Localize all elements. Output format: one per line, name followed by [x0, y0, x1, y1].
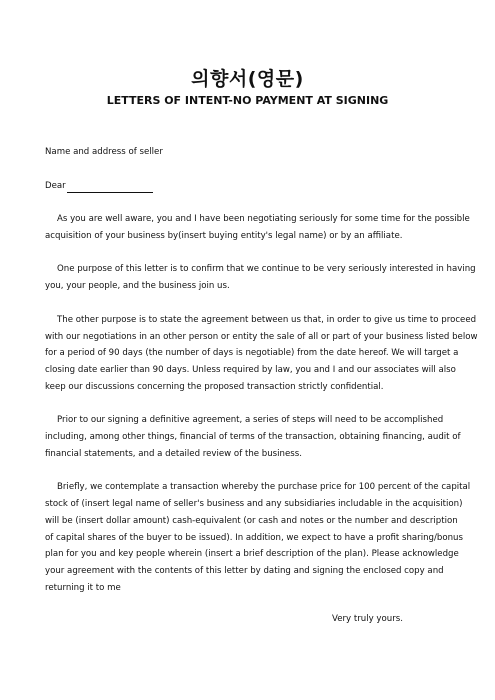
english-title: LETTERS OF INTENT-NO PAYMENT AT SIGNING — [106, 94, 389, 107]
paragraph-line: As you are well aware, you and I have been negotiating seriously for some time for the possible — [57, 214, 470, 224]
salutation-blank-line — [67, 192, 153, 193]
paragraph-line: Briefly, we contemplate a transaction whereby the purchase price for 100 percent of the capital — [57, 482, 471, 492]
paragraph-line: including, among other things, financial of terms of the transaction, obtaining financing, audit of — [45, 432, 461, 442]
paragraph-line: returning it to me — [45, 583, 121, 593]
seller-line: Name and address of seller — [45, 147, 163, 157]
paragraph-line: stock of (insert legal name of seller's business and any subsidiaries includable in the acquisition) — [45, 499, 463, 509]
salutation: Dear — [45, 181, 66, 191]
paragraph-line: The other purpose is to state the agreement between us that, in order to give us time to proceed — [57, 315, 477, 325]
paragraph-line: keep our discussions concerning the proposed transaction strictly confidential. — [45, 382, 384, 392]
paragraph-line: will be (insert dollar amount) cash-equivalent (or cash and notes or the number and description — [45, 516, 458, 526]
closing-line: Very truly yours. — [332, 614, 403, 624]
paragraph-line: closing date earlier than 90 days. Unless required by law, you and I and our associates will also — [45, 365, 456, 375]
korean-title: 의향서(영문) — [191, 68, 304, 90]
paragraph-line: Prior to our signing a definitive agreement, a series of steps will need to be accomplished — [57, 415, 444, 425]
paragraph-line: your agreement with the contents of this letter by dating and signing the enclosed copy and — [45, 566, 444, 576]
paragraph-line: you, your people, and the business join us. — [45, 281, 230, 291]
paragraph-line: of capital shares of the buyer to be issued). In addition, we expect to have a profit sharing/bonus — [45, 533, 463, 543]
paragraph-line: with our negotiations in an other person or entity the sale of all or part of your business listed below — [45, 332, 478, 342]
paragraph-line: for a period of 90 days (the number of days is negotiable) from the date hereof. We will target a — [45, 348, 459, 358]
paragraph-line: acquisition of your business by(insert buying entity's legal name) or by an affiliate. — [45, 231, 403, 241]
paragraph-line: financial statements, and a detailed review of the business. — [45, 449, 302, 459]
paragraph-line: One purpose of this letter is to confirm that we continue to be very seriously interested in having — [57, 264, 476, 274]
paragraph-line: plan for you and key people wherein (insert a brief description of the plan). Please acknowledge — [45, 549, 459, 559]
